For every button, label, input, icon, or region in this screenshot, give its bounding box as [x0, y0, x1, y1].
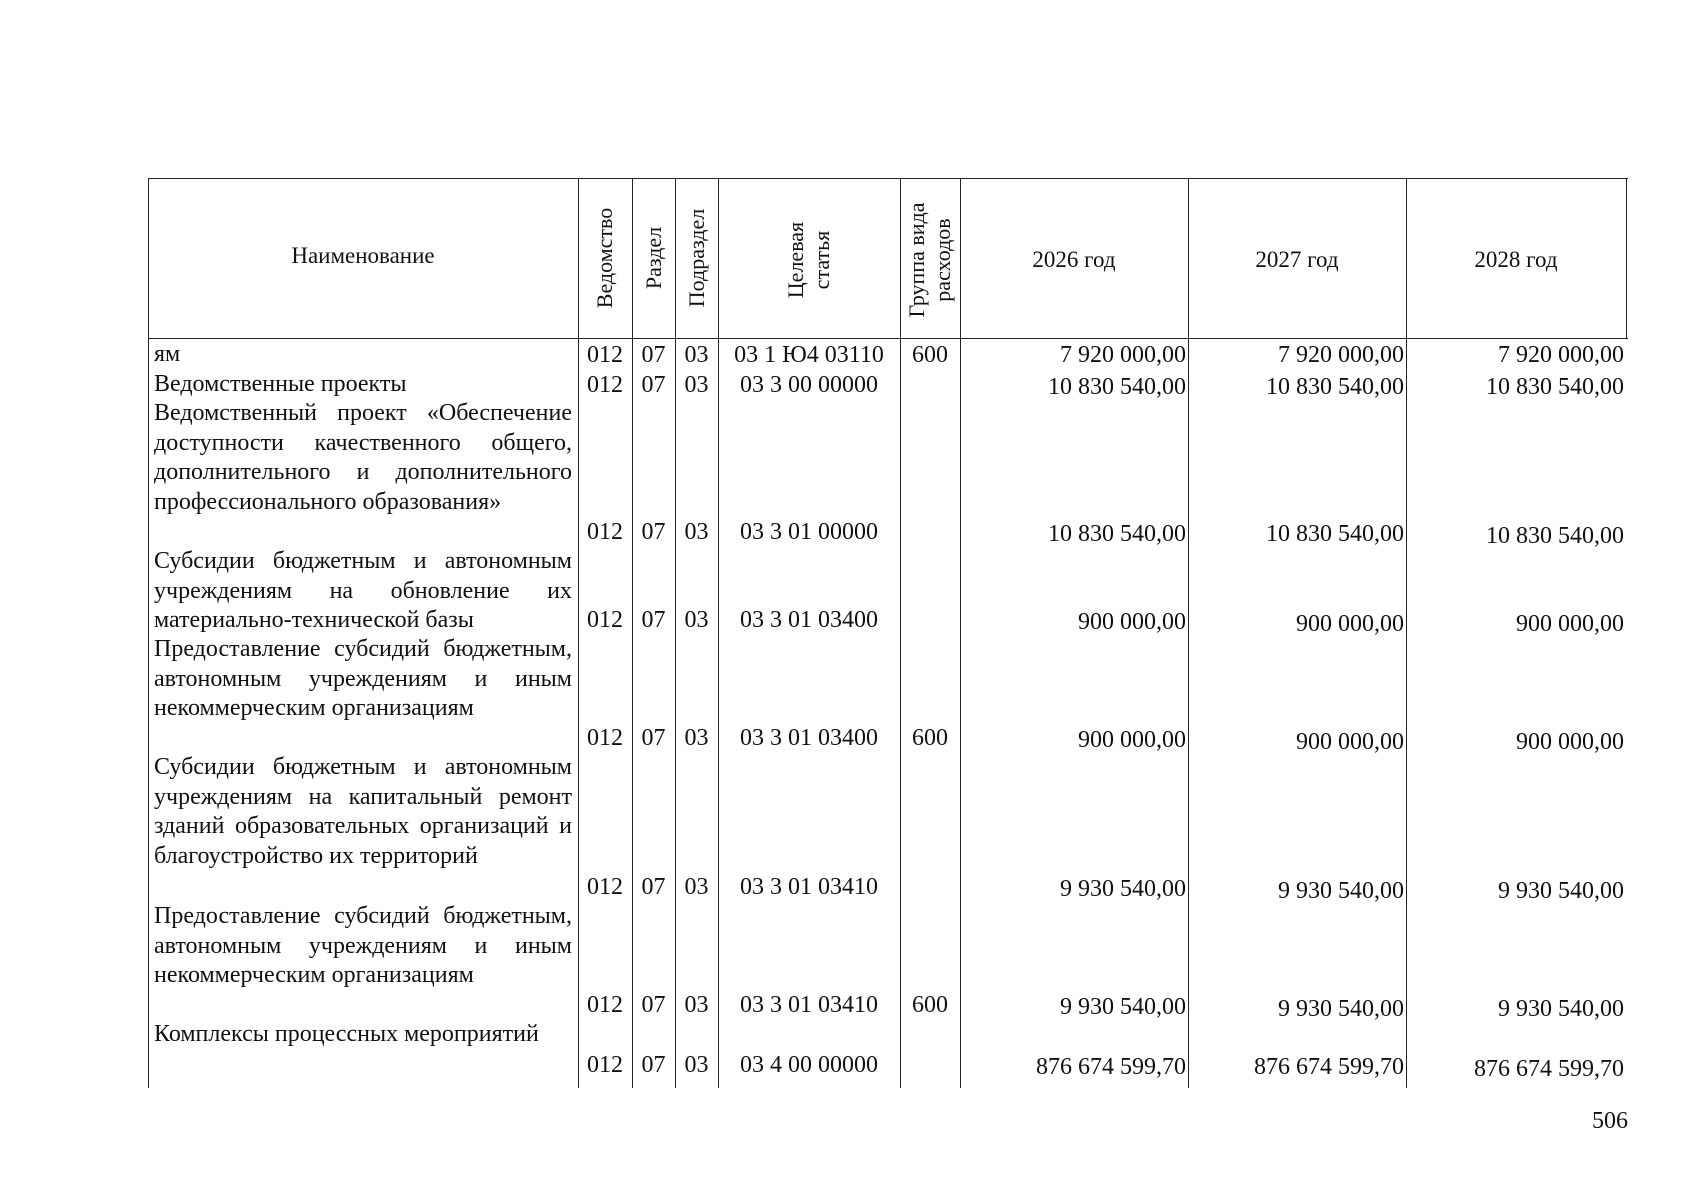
- row-name: Субсидии бюджетным и автономным учреждениям на обновление их материально-технической базы: [154, 548, 572, 633]
- cell-gruppa: 600: [912, 992, 948, 1018]
- cell-vedomstvo: 012: [587, 874, 623, 900]
- cell-2028: 876 674 599,70: [1474, 1056, 1624, 1082]
- cell-podrazdel: 03: [684, 874, 709, 900]
- header-podrazdel: Подраздел: [684, 208, 709, 308]
- row-name: Ведомственные проекты: [154, 371, 407, 397]
- cell-2027: 9 930 540,00: [1278, 996, 1404, 1022]
- cell-2028: 900 000,00: [1516, 611, 1624, 637]
- cell-tselevaya: 03 4 00 00000: [740, 1052, 878, 1078]
- cell-2027: 10 830 540,00: [1266, 521, 1404, 547]
- cell-podrazdel: 03: [684, 992, 709, 1018]
- cell-2028: 9 930 540,00: [1498, 878, 1624, 904]
- cell-2026: 10 830 540,00: [1048, 374, 1186, 400]
- row-name: Субсидии бюджетным и автономным учреждениям на капитальный ремонт зданий образовательных организаций и благоустройство их территорий: [154, 754, 572, 869]
- cell-2027: 900 000,00: [1296, 611, 1404, 637]
- cell-podrazdel: 03: [684, 1052, 709, 1078]
- header-year-2028: 2028 год: [1474, 247, 1558, 272]
- cell-tselevaya: 03 3 01 00000: [740, 519, 878, 545]
- header-razdel: Раздел: [641, 226, 666, 290]
- cell-vedomstvo: 012: [587, 607, 623, 633]
- col-border: [900, 178, 901, 1088]
- cell-tselevaya: 03 3 00 00000: [740, 372, 878, 398]
- row-name: Ведомственный проект «Обеспечение доступности качественного общего, дополнительного и дополнительного профессионального образования»: [154, 400, 572, 515]
- cell-tselevaya: 03 3 01 03410: [740, 874, 878, 900]
- cell-razdel: 07: [641, 992, 666, 1018]
- header-tselevaya-statya: [783, 190, 835, 330]
- cell-2026: 7 920 000,00: [1060, 342, 1186, 368]
- cell-podrazdel: 03: [684, 342, 709, 368]
- cell-vedomstvo: 012: [587, 372, 623, 398]
- cell-vedomstvo: 012: [587, 992, 623, 1018]
- cell-2027: 7 920 000,00: [1278, 342, 1404, 368]
- cell-2026: 900 000,00: [1078, 609, 1186, 635]
- col-border: [148, 178, 149, 1088]
- cell-2026: 876 674 599,70: [1036, 1054, 1186, 1080]
- cell-vedomstvo: 012: [587, 725, 623, 751]
- cell-razdel: 07: [641, 725, 666, 751]
- budget-table: [148, 178, 1628, 1088]
- cell-razdel: 07: [641, 342, 666, 368]
- cell-2026: 10 830 540,00: [1048, 521, 1186, 547]
- cell-razdel: 07: [641, 607, 666, 633]
- header-gruppa-vida-raskhodov: [904, 190, 956, 330]
- cell-razdel: 07: [641, 874, 666, 900]
- page-number: 506: [1592, 1108, 1628, 1134]
- cell-podrazdel: 03: [684, 607, 709, 633]
- cell-2027: 9 930 540,00: [1278, 878, 1404, 904]
- header-name: Наименование: [291, 243, 435, 268]
- cell-2028: 7 920 000,00: [1498, 342, 1624, 368]
- row-name: Предоставление субсидий бюджетным, автономным учреждениям и иным некоммерческим организациям: [154, 903, 572, 988]
- header-year-2027: 2027 год: [1255, 247, 1339, 272]
- header-year-2026: 2026 год: [1032, 247, 1116, 272]
- header-gruppa-line2: расходов: [930, 218, 955, 302]
- cell-podrazdel: 03: [684, 372, 709, 398]
- header-vedomstvo: Ведомство: [592, 207, 617, 309]
- cell-tselevaya: 03 3 01 03410: [740, 992, 878, 1018]
- row-name: Комплексы процессных мероприятий: [154, 1021, 539, 1047]
- cell-2028: 10 830 540,00: [1486, 374, 1624, 400]
- cell-tselevaya: 03 3 01 03400: [740, 725, 878, 751]
- cell-razdel: 07: [641, 519, 666, 545]
- cell-tselevaya: 03 1 Ю4 03110: [734, 342, 884, 368]
- cell-2027: 900 000,00: [1296, 729, 1404, 755]
- cell-2027: 876 674 599,70: [1254, 1054, 1404, 1080]
- header-gruppa-line1: Группа вида: [904, 202, 929, 318]
- cell-gruppa: 600: [912, 342, 948, 368]
- cell-2026: 9 930 540,00: [1060, 876, 1186, 902]
- cell-tselevaya: 03 3 01 03400: [740, 607, 878, 633]
- cell-vedomstvo: 012: [587, 519, 623, 545]
- cell-2026: 9 930 540,00: [1060, 994, 1186, 1020]
- row-name: ям: [154, 341, 181, 367]
- cell-podrazdel: 03: [684, 725, 709, 751]
- cell-2028: 900 000,00: [1516, 729, 1624, 755]
- cell-2027: 10 830 540,00: [1266, 374, 1404, 400]
- row-name: Предоставление субсидий бюджетным, автономным учреждениям и иным некоммерческим организациям: [154, 636, 572, 721]
- cell-vedomstvo: 012: [587, 1052, 623, 1078]
- cell-gruppa: 600: [912, 725, 948, 751]
- col-border: [1626, 178, 1627, 338]
- cell-2028: 10 830 540,00: [1486, 523, 1624, 549]
- cell-razdel: 07: [641, 372, 666, 398]
- cell-vedomstvo: 012: [587, 342, 623, 368]
- header-tselevaya-line1: Целевая: [783, 221, 808, 299]
- cell-razdel: 07: [641, 1052, 666, 1078]
- cell-2028: 9 930 540,00: [1498, 996, 1624, 1022]
- header-tselevaya-line2: статья: [809, 230, 834, 290]
- cell-podrazdel: 03: [684, 519, 709, 545]
- cell-2026: 900 000,00: [1078, 727, 1186, 753]
